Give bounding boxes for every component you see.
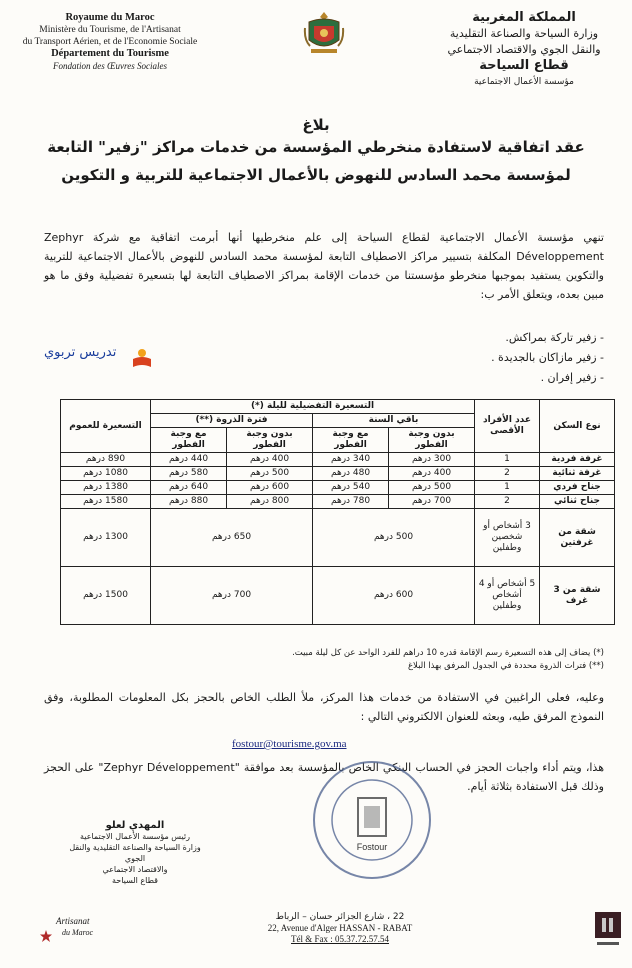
cell-type: غرفة فردية: [540, 453, 615, 467]
footer-address-fr: 22, Avenue d'Alger HASSAN - RABAT: [267, 923, 413, 933]
artisanat-logo: [40, 900, 110, 950]
header-fr-department: Département du Tourisme: [51, 48, 169, 59]
center-item: - زفير مازاكان بالجديدة .: [304, 348, 604, 368]
header-no-breakfast: بدون وجبة الفطور: [227, 428, 313, 453]
cell-rest-with-breakfast: 340 درهم: [313, 453, 389, 467]
payment-paragraph: هذا، ويتم أداء واجبات الحجز في الحساب البنكي الخاص بالمؤسسة بعد موافقة "Zephyr Développement" على الحجز وذلك قبل الاستفادة بثلاثة أيام.: [44, 761, 604, 793]
header-french: [4, 12, 216, 72]
cell-rest-with-breakfast: 540 درهم: [313, 481, 389, 495]
footer-phone: Tél & Fax : 05.37.72.57.54: [291, 934, 389, 944]
signatory-sector: قطاع السياحة: [111, 876, 159, 885]
cell-public: 1080 درهم: [61, 467, 151, 481]
table-row: [61, 495, 615, 509]
header-peak-period: فترة الذروة (**): [151, 414, 313, 428]
official-stamp-icon: [310, 758, 435, 883]
book-icon: [132, 347, 152, 369]
header-arabic: [424, 10, 624, 90]
cell-public: 1580 درهم: [61, 495, 151, 509]
cell-type: غرفة ثنائية: [540, 467, 615, 481]
header-rest-of-year: باقي السنة: [313, 414, 475, 428]
centers-list: [304, 328, 604, 388]
title-line-2: لمؤسسة محمد السادس للنهوض بالأعمال الاجتماعية للتربية و التكوين: [61, 166, 571, 184]
artisanat-text-2: du Maroc: [62, 928, 94, 937]
cell-people: 1: [475, 453, 540, 467]
cell-peak-no-breakfast: 500 درهم: [227, 467, 313, 481]
signatory-name: المهدي لعلو: [105, 820, 165, 831]
cell-peak-with-breakfast: 440 درهم: [151, 453, 227, 467]
signatory-ministry-cont: والاقتصاد الاجتماعي: [102, 865, 168, 874]
closing-paragraph: وعليه، فعلى الراغبين في الاستفادة من خدمات هذا المركز، ملأ الطلب الخاص بالحجز بكل المعلومات المطلوبة، وفق النموذج المرفق طيه، وبعثه للعنوان الالكتروني التالي :: [44, 691, 604, 723]
cell-people: 2: [475, 495, 540, 509]
cell-rest-rate: 600 درهم: [313, 567, 475, 625]
watermark-text: تدريس تربوي: [44, 345, 117, 360]
header-ar-ministry-cont: والنقل الجوي والاقتصاد الاجتماعي: [447, 43, 601, 56]
watermark-logo: [22, 345, 162, 371]
header-room-type: نوع السكن: [540, 400, 615, 453]
cell-peak-with-breakfast: 880 درهم: [151, 495, 227, 509]
header-preferential-rate: التسعيرة التفضيلية لليلة (*): [151, 400, 475, 414]
cell-rest-with-breakfast: 780 درهم: [313, 495, 389, 509]
title-line-1: عقد اتفاقية لاستفادة منخرطي المؤسسة من خدمات مراكز "زفير" التابعة: [47, 138, 585, 156]
header-max-people: عدد الأفراد الأقصى: [475, 400, 540, 453]
cell-rest-no-breakfast: 300 درهم: [389, 453, 475, 467]
header-ar-ministry: وزارة السياحة والصناعة التقليدية: [449, 27, 599, 40]
cell-type: شقة من غرفتين: [540, 509, 615, 567]
header-with-breakfast: مع وجبة الفطور: [151, 428, 227, 453]
signature-block: [60, 820, 210, 886]
center-item: - زفير تاركة بمراكش.: [304, 328, 604, 348]
cell-peak-with-breakfast: 640 درهم: [151, 481, 227, 495]
footer-address: [210, 912, 470, 945]
cell-public: 1300 درهم: [61, 509, 151, 567]
email-link[interactable]: fostour@tourisme.gov.ma: [232, 738, 347, 750]
cell-peak-with-breakfast: 580 درهم: [151, 467, 227, 481]
artisanat-text-1: Artisanat: [56, 916, 90, 926]
header-no-breakfast: بدون وجبة الفطور: [389, 428, 475, 453]
cell-type: جناح فردي: [540, 481, 615, 495]
pricing-table: [60, 399, 615, 625]
table-row: [61, 567, 615, 625]
table-row: [61, 481, 615, 495]
star-icon: [40, 930, 52, 942]
corner-logo-icon: [593, 910, 623, 950]
intro-paragraph: تنهي مؤسسة الأعمال الاجتماعية لقطاع السياحة إلى علم منخرطيها أنها أبرمت اتفاقية مع شركة Zephyr Développement المكلفة بتسيير مراكز الاصطياف التابعة لمؤسسة محمد السادس للنهوض بالأعمال الاجتماعية للتربية والتكوين يستفيد بموجبها منخرطو مؤسستنا من خدمات الإقامة بمراكز الاصطياف التابعة لها بتسعيرة تفضيلية وفق ما هو مبين بعده، ويتعلق الأمر ب:: [44, 231, 604, 301]
cell-rest-no-breakfast: 400 درهم: [389, 467, 475, 481]
cell-peak-no-breakfast: 800 درهم: [227, 495, 313, 509]
table-row: [61, 467, 615, 481]
cell-people: 1: [475, 481, 540, 495]
header-fr-kingdom: Royaume du Maroc: [65, 12, 155, 23]
announcement-label: بلاغ: [302, 116, 330, 134]
footer-address-ar: 22 ، شارع الجزائر حسان – الرباط: [275, 912, 405, 922]
cell-rest-rate: 500 درهم: [313, 509, 475, 567]
cell-peak-no-breakfast: 600 درهم: [227, 481, 313, 495]
header-fr-ministry: Ministère du Tourisme, de l'Artisanat: [39, 25, 181, 35]
footnote-1: (*) يضاف إلى هذه التسعيرة رسم الإقامة قدره 10 دراهم للفرد الواحد عن كل ليلة مبيت.: [292, 648, 604, 658]
header-public-rate: التسعيرة للعموم: [61, 400, 151, 453]
cell-public: 1500 درهم: [61, 567, 151, 625]
cell-people: 2: [475, 467, 540, 481]
header-ar-sector: قطاع السياحة: [479, 58, 569, 73]
cell-peak-rate: 700 درهم: [151, 567, 313, 625]
coat-of-arms-icon: [303, 10, 345, 56]
cell-type: شقة من 3 غرف: [540, 567, 615, 625]
cell-peak-rate: 650 درهم: [151, 509, 313, 567]
table-row: [61, 453, 615, 467]
cell-rest-no-breakfast: 700 درهم: [389, 495, 475, 509]
cell-people: 5 أشخاص أو 4 أشخاص وطفلين: [475, 567, 540, 625]
cell-peak-no-breakfast: 400 درهم: [227, 453, 313, 467]
signatory-ministry: وزارة السياحة والصناعة التقليدية والنقل الجوي: [69, 843, 201, 863]
footnote-2: (**) فترات الذروة محددة في الجدول المرفق بهذا البلاغ: [407, 661, 604, 671]
cell-people: 3 أشخاص أو شخصين وطفلين: [475, 509, 540, 567]
cell-rest-with-breakfast: 480 درهم: [313, 467, 389, 481]
header-fr-foundation: Fondation des Œuvres Sociales: [53, 61, 167, 71]
cell-type: جناح ثنائي: [540, 495, 615, 509]
header-ar-foundation: مؤسسة الأعمال الاجتماعية: [474, 77, 574, 87]
cell-public: 1380 درهم: [61, 481, 151, 495]
center-item: - زفير إفران .: [304, 368, 604, 388]
cell-public: 890 درهم: [61, 453, 151, 467]
header-fr-ministry-cont: du Transport Aérien, et de l'Economie Sociale: [22, 37, 198, 47]
header-ar-kingdom: المملكة المغربية: [472, 10, 576, 25]
stamp-text: Fostour: [356, 842, 388, 852]
signatory-role: رئيس مؤسسة الأعمال الاجتماعية: [80, 832, 190, 841]
table-row: [61, 509, 615, 567]
header-with-breakfast: مع وجبة الفطور: [313, 428, 389, 453]
cell-rest-no-breakfast: 500 درهم: [389, 481, 475, 495]
